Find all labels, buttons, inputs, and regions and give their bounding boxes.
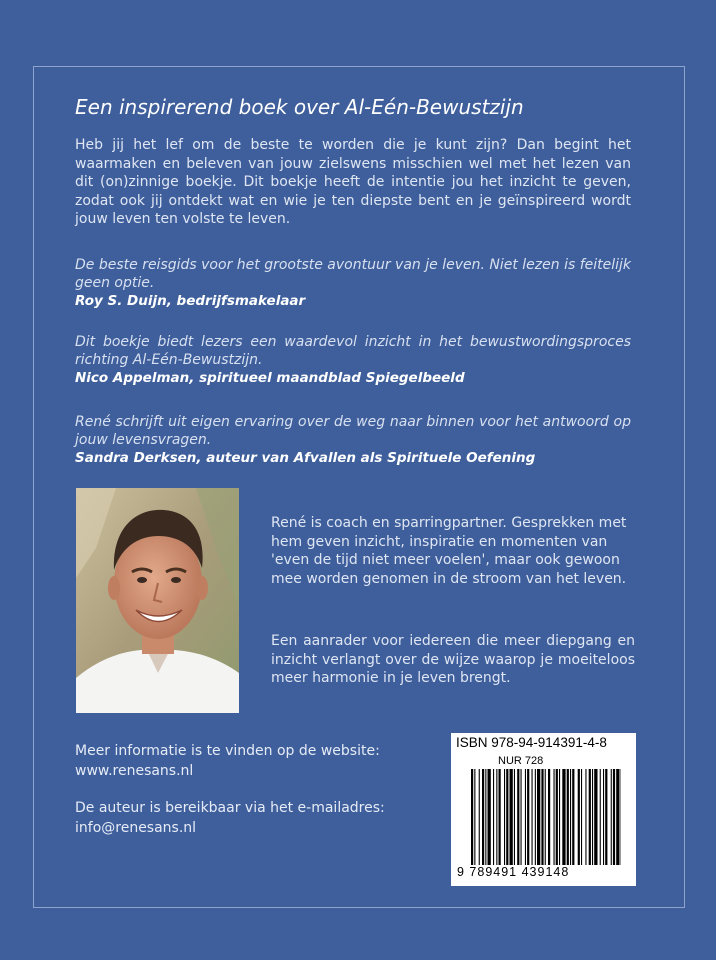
quote-1: [75, 256, 631, 310]
barcode-bar: [581, 769, 582, 865]
barcode-bar: [482, 769, 484, 865]
barcode-bar: [572, 769, 574, 865]
quote-1-text: De beste reisgids voor het grootste avontuur van je leven. Niet lezen is feitelijk geen optie.: [75, 257, 632, 291]
barcode-bar: [525, 769, 526, 865]
quote-1-source: Roy S. Duijn, bedrijfsmakelaar: [75, 293, 306, 309]
barcode-bar: [471, 769, 473, 865]
barcode-bar: [556, 769, 558, 865]
barcode-bar: [510, 769, 513, 865]
barcode-bar: [541, 769, 543, 865]
quote-2: [75, 333, 631, 387]
website-info: [75, 741, 435, 781]
website-label: Meer informatie is te vinden op de website:: [75, 743, 380, 759]
email-link[interactable]: info@renesans.nl: [75, 820, 197, 836]
email-info: [75, 798, 435, 838]
barcode-bar: [474, 769, 475, 865]
barcode-bar: [594, 769, 597, 865]
barcode-bar: [504, 769, 505, 865]
isbn-barcode: [451, 733, 636, 886]
barcode-bar: [554, 769, 555, 865]
barcode-bar: [589, 769, 591, 865]
barcode-bar: [611, 769, 612, 865]
barcode-bar: [578, 769, 580, 865]
barcode-bar: [514, 769, 515, 865]
barcode-bar: [559, 769, 560, 865]
quote-2-text: Dit boekje biedt lezers een waardevol inzicht in het bewustwordingsproces richting Al-Eén-Bewustzijn.: [75, 334, 631, 368]
email-label: De auteur is bereikbaar via het e-mailadres:: [75, 800, 385, 816]
barcode-bar: [603, 769, 604, 865]
barcode-bar: [532, 769, 533, 865]
quote-3-text: René schrijft uit eigen ervaring over de weg naar binnen voor het antwoord op jouw levensvragen.: [75, 414, 631, 448]
barcode-bar: [527, 769, 529, 865]
barcode-bar: [600, 769, 601, 865]
barcode-bar: [616, 769, 619, 865]
barcode-bar: [545, 769, 546, 865]
author-bio: René is coach en sparringpartner. Gesprekken met hem geven inzicht, inspiratie en momenten van 'even de tijd niet meer voelen', maar ook gewoon mee worden genomen in de stroom van het leven.: [271, 515, 627, 587]
book-tagline: Een inspirerend boek over Al-Eén-Bewustzijn: [75, 95, 524, 119]
intro-paragraph: Heb jij het lef om de beste te worden die je kunt zijn? Dan begint het waarmaken en beleven van jouw zielswens misschien wel met het lezen van dit (on)zinnige boekje. Dit boekje heeft de intentie jou het inzicht te geven, zodat ook jij ontdekt wat en wie je ten diepste bent en je geïnspireerd wordt jouw leven ten volste te leven.: [75, 137, 631, 227]
barcode-bar: [535, 769, 536, 865]
quote-3: [75, 413, 631, 467]
barcode-bars: [471, 769, 621, 865]
author-photo: [76, 488, 239, 713]
barcode-bar: [521, 769, 522, 865]
barcode-bar: [548, 769, 550, 865]
barcode-bar: [517, 769, 519, 865]
barcode-digits: 9 789491 439148: [457, 865, 570, 879]
recommendation: Een aanrader voor iedereen die meer diepgang en inzicht verlangt over de wijze waarop je moeiteloos meer harmonie in je leven brengt.: [271, 633, 635, 686]
barcode-bar: [605, 769, 607, 865]
barcode-bar: [488, 769, 491, 865]
barcode-bar: [570, 769, 571, 865]
quote-2-source: Nico Appelman, spiritueel maandblad Spiegelbeeld: [75, 370, 465, 386]
barcode-bar: [585, 769, 586, 865]
barcode-bar: [567, 769, 569, 865]
barcode-bar: [479, 769, 480, 865]
barcode-bar: [485, 769, 486, 865]
website-link[interactable]: www.renesans.nl: [75, 763, 194, 779]
barcode-bar: [562, 769, 565, 865]
barcode-bar: [506, 769, 508, 865]
barcode-bar: [499, 769, 501, 865]
barcode-bar: [537, 769, 540, 865]
barcode-bar: [613, 769, 615, 865]
nur-code: NUR 728: [498, 755, 544, 767]
isbn-number: ISBN 978-94-914391-4-8: [456, 735, 607, 750]
barcode-bar: [496, 769, 497, 865]
barcode-bar: [592, 769, 593, 865]
quote-3-source: Sandra Derksen, auteur van Afvallen als Spirituele Oefening: [75, 450, 536, 466]
barcode-bar: [493, 769, 494, 865]
